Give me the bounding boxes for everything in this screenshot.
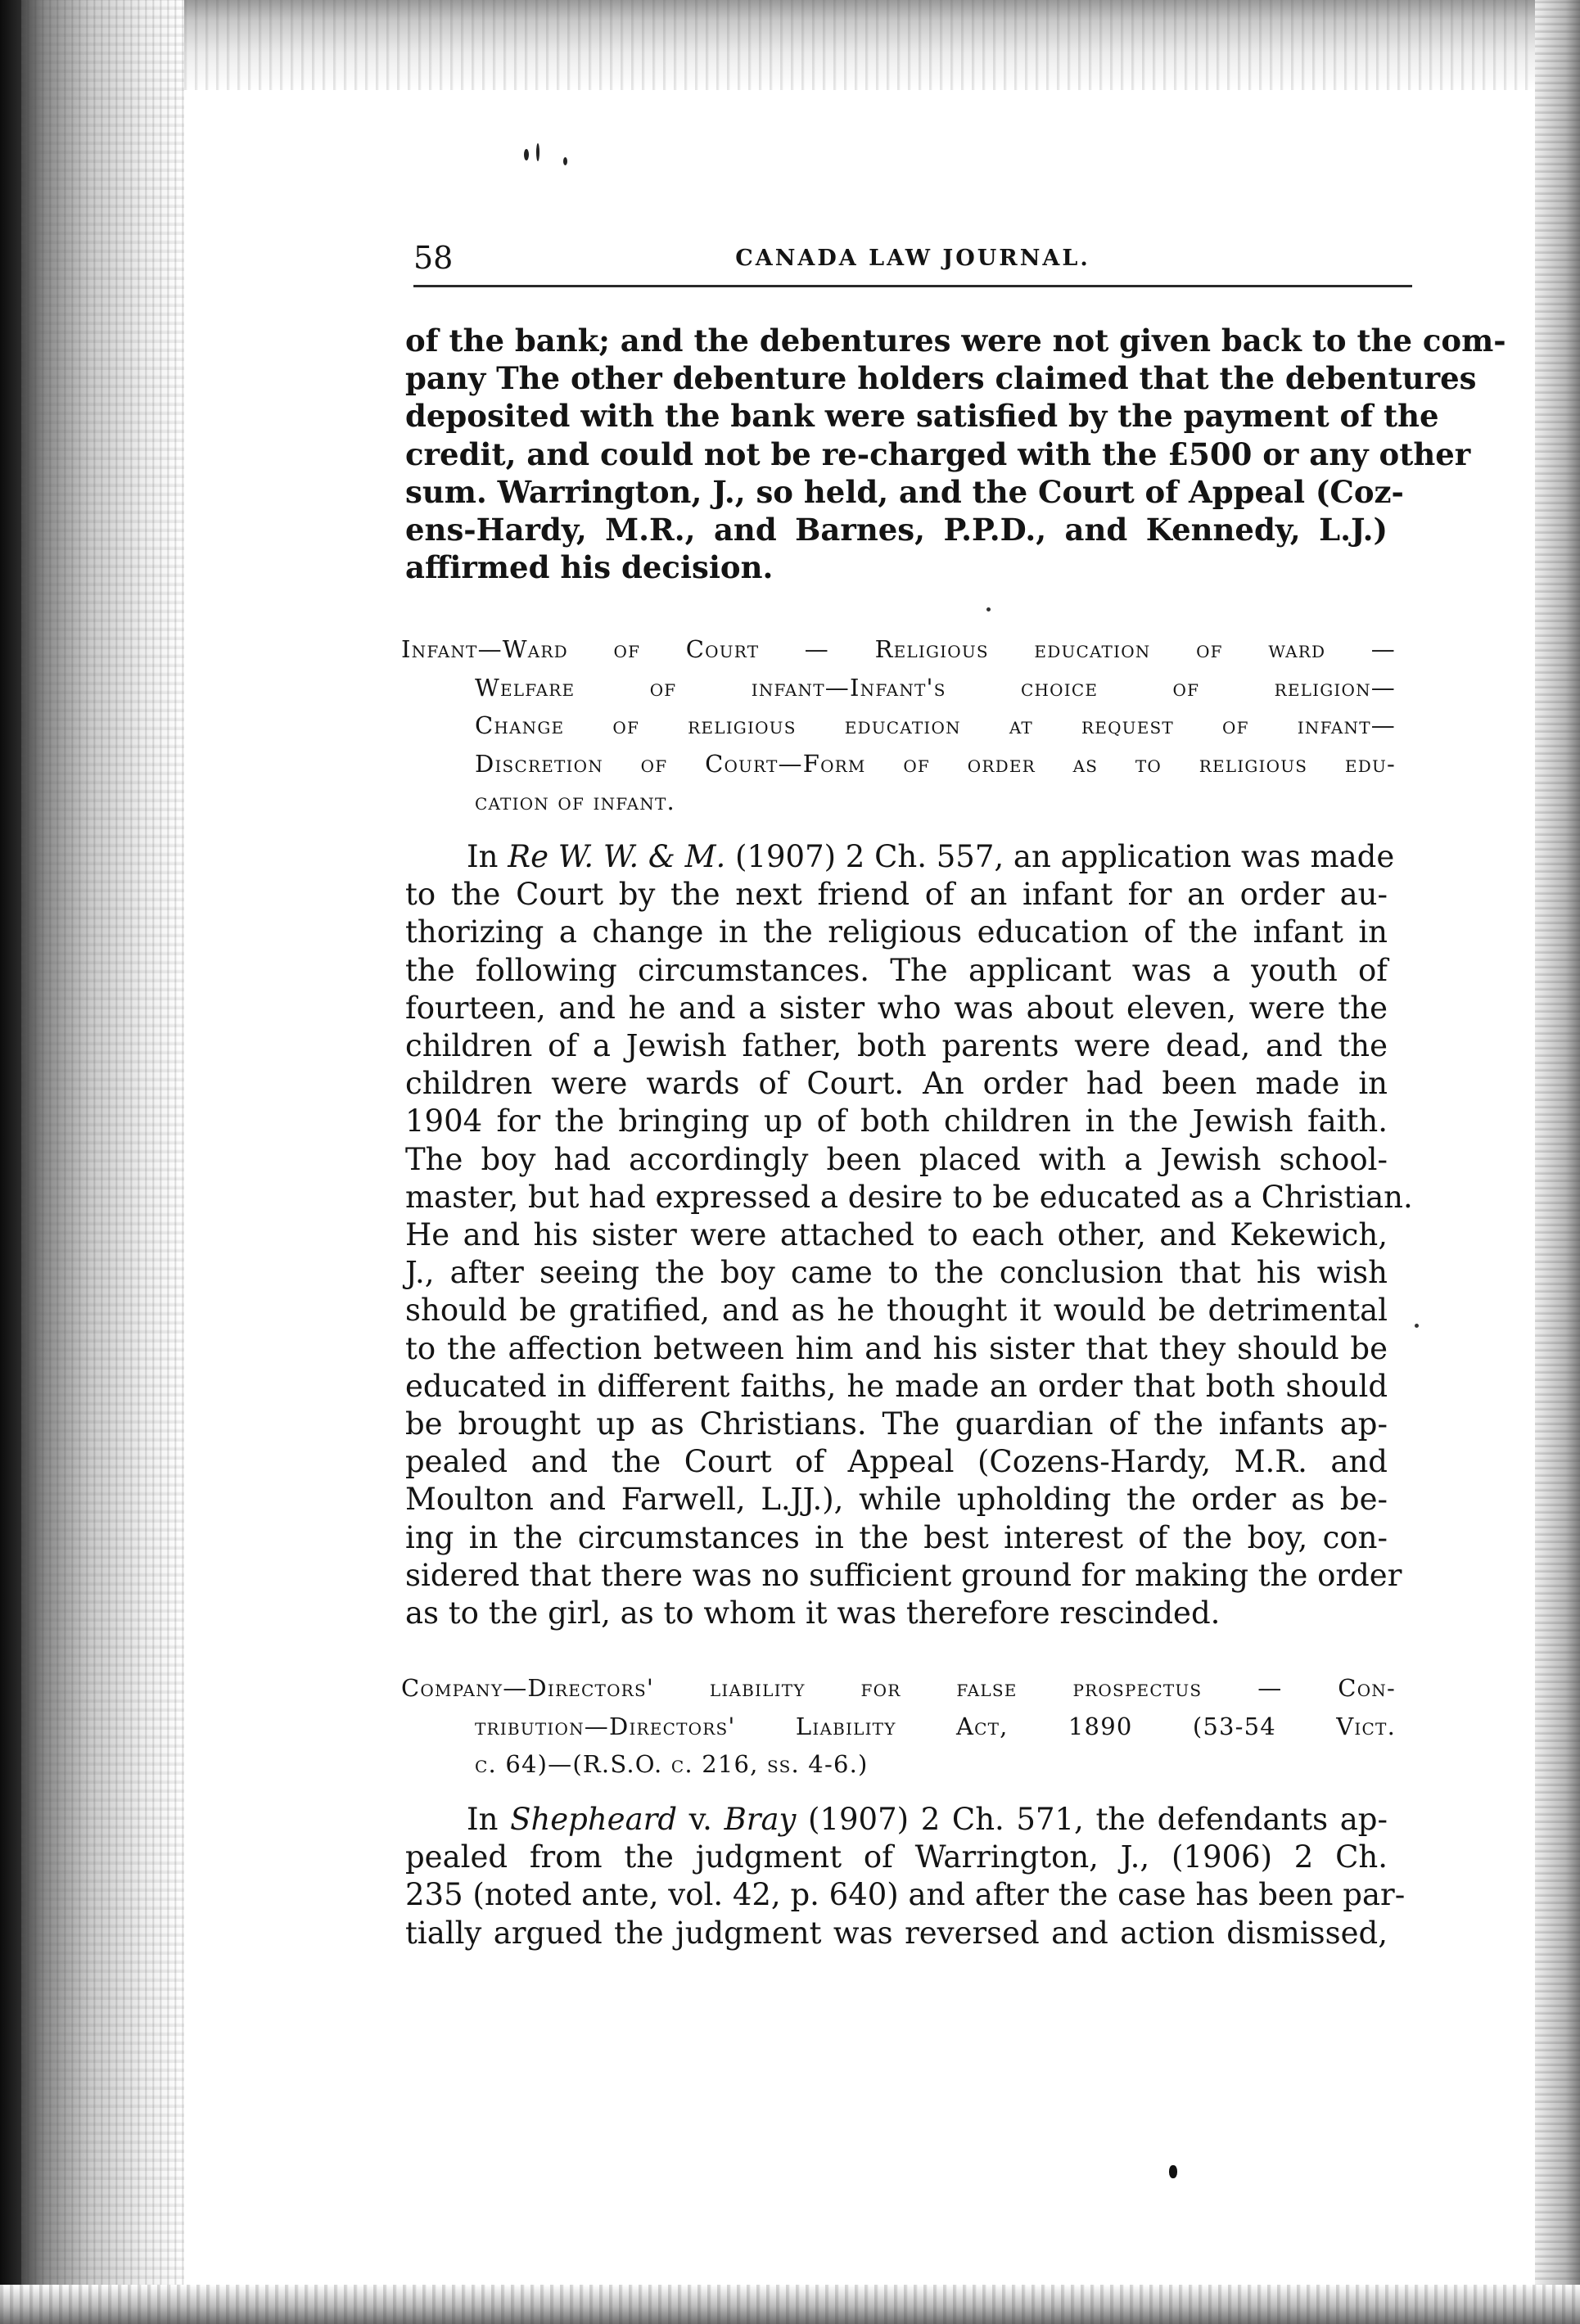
text-line: of the bank; and the debentures were not given back to the com- xyxy=(405,323,1506,359)
headnote-line: cation of infant. xyxy=(475,787,675,815)
text-line: children were wards of Court. An order had been made in xyxy=(405,1066,1388,1102)
text-fragment: In xyxy=(467,1802,511,1837)
header-rule xyxy=(413,285,1412,287)
text-line: 1904 for the bringing up of both children in the Jewish faith. xyxy=(405,1103,1388,1139)
text-line: pealed and the Court of Appeal (Cozens-Hardy, M.R. and xyxy=(405,1444,1388,1480)
text-line: master, but had expressed a desire to be educated as a Christian. xyxy=(405,1179,1413,1215)
text-line: affirmed his decision. xyxy=(405,549,774,586)
text-line xyxy=(405,1801,1388,1839)
text-line: the following circumstances. The applicant was a youth of xyxy=(405,952,1388,988)
text-line: deposited with the bank were satisfied by the payment of the xyxy=(405,398,1439,435)
text-line: be brought up as Christians. The guardian of the infants ap- xyxy=(405,1406,1388,1442)
scan-speck xyxy=(563,157,567,165)
text-line: sidered that there was no sufficient ground for making the order xyxy=(405,1557,1402,1593)
headnote-company-directors xyxy=(401,1669,1396,1784)
scan-left-edge xyxy=(0,0,184,2324)
headnote-line: Company—Directors' liability for false prospectus — Con- xyxy=(401,1674,1396,1702)
headnote-infant-ward xyxy=(401,630,1396,821)
case-name: Re W. W. & M. xyxy=(508,839,726,874)
scan-top-edge xyxy=(184,0,1580,90)
scan-binding-shadow xyxy=(0,0,21,2324)
paragraph-re-ww-m xyxy=(405,838,1413,1632)
text-line: J., after seeing the boy came to the conclusion that his wish xyxy=(405,1255,1388,1291)
text-line: tially argued the judgment was reversed and action dismissed, xyxy=(405,1915,1388,1951)
text-line: The boy had accordingly been placed with a Jewish school- xyxy=(405,1141,1388,1177)
paragraph-continuation xyxy=(405,322,1506,586)
party-name: Shepheard xyxy=(510,1802,678,1837)
text-fragment: In xyxy=(467,839,508,874)
party-name: Bray xyxy=(724,1802,797,1837)
text-line: pealed from the judgment of Warrington, J., (1906) 2 Ch. xyxy=(405,1839,1388,1875)
text-line: to the Court by the next friend of an infant for an order au- xyxy=(405,877,1388,913)
text-line: He and his sister were attached to each other, and Kekewich, xyxy=(405,1217,1388,1253)
headnote-line: Discretion of Court—Form of order as to religious edu- xyxy=(475,749,1396,778)
text-line: sum. Warrington, J., so held, and the Court of Appeal (Coz- xyxy=(405,473,1404,510)
scan-dot xyxy=(1415,1324,1419,1328)
text-line: children of a Jewish father, both parents were dead, and the xyxy=(405,1028,1388,1064)
scan-speck xyxy=(524,149,529,160)
text-line: 235 (noted ante, vol. 42, p. 640) and after the case has been par- xyxy=(405,1877,1406,1913)
text-line: educated in different faiths, he made an order that both should xyxy=(405,1368,1388,1404)
text-line: credit, and could not be re-charged with the £500 or any other xyxy=(405,435,1471,472)
text-fragment: (1907) 2 Ch. 571, the defendants ap- xyxy=(796,1802,1388,1837)
page-number: 58 xyxy=(413,240,454,276)
scan-right-edge xyxy=(1535,0,1580,2324)
headnote-line: Infant—Ward of Court — Religious education of ward — xyxy=(401,635,1396,663)
scan-ink-blot xyxy=(1169,2165,1177,2178)
text-line: ing in the circumstances in the best interest of the boy, con- xyxy=(405,1519,1388,1555)
text-line: should be gratified, and as he thought it would be detrimental xyxy=(405,1293,1388,1329)
text-line: to the affection between him and his sister that they should be xyxy=(405,1330,1388,1366)
scan-bottom-edge xyxy=(0,2285,1580,2324)
text-line: as to the girl, as to whom it was therefore rescinded. xyxy=(405,1595,1221,1631)
text-line: thorizing a change in the religious education of the infant in xyxy=(405,914,1388,950)
text-line: Moulton and Farwell, L.JJ.), while upholding the order as be- xyxy=(405,1482,1388,1518)
headnote-line: Change of religious education at request of infant— xyxy=(475,711,1396,739)
text-line xyxy=(405,838,1395,876)
headnote-line: tribution—Directors' Liability Act, 1890 (53-54 Vict. xyxy=(475,1712,1396,1740)
headnote-line: Welfare of infant—Infant's choice of religion— xyxy=(475,673,1396,702)
text-line: ens-Hardy, M.R., and Barnes, P.P.D., and Kennedy, L.J.) xyxy=(405,512,1388,548)
journal-title: CANADA LAW JOURNAL. xyxy=(735,246,1090,271)
paragraph-shepheard-v-bray xyxy=(405,1801,1406,1952)
text-line: fourteen, and he and a sister who was about eleven, were the xyxy=(405,990,1388,1026)
scan-dot xyxy=(986,607,991,611)
text-fragment: (1907) 2 Ch. 557, an application was made xyxy=(725,839,1395,874)
scan-speck xyxy=(536,143,539,161)
text-fragment: v. xyxy=(677,1802,725,1837)
running-head xyxy=(413,239,1412,277)
headnote-line: c. 64)—(R.S.O. c. 216, ss. 4-6.) xyxy=(475,1750,869,1778)
text-line: pany The other debenture holders claimed that the debentures xyxy=(405,360,1477,397)
